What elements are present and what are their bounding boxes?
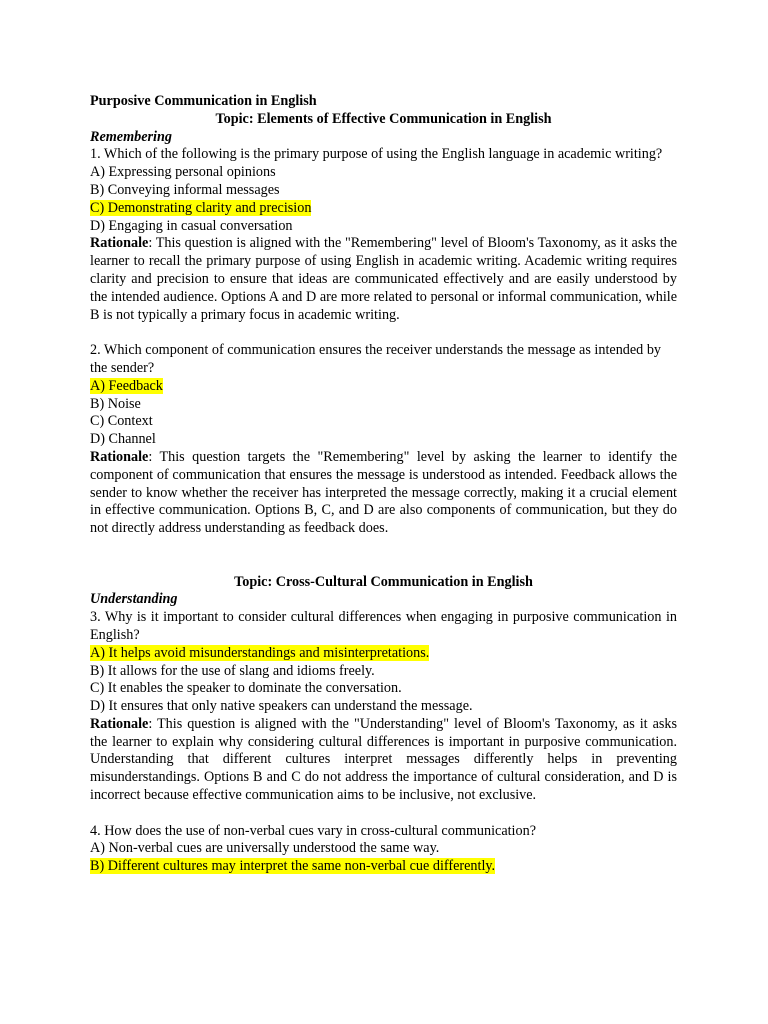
q2-option-c: C) Context — [90, 413, 153, 430]
rationale-label: Rationale — [90, 235, 149, 252]
question-1: 1. Which of the following is the primary purpose of using the English language in academic writing? — [90, 146, 663, 163]
q1-option-c-answer: C) Demonstrating clarity and precision — [90, 199, 312, 216]
rationale-text: : This question targets the "Remembering" level by asking the learner to identify the component of communication that ensures the message is understood as intended. Feedback allows the sender to know whether the receiver has interpreted the message correctly, making it a crucial element in effective communication. Options B, C, and D are also components of communication, but they do not directly address understanding as feedback does. — [90, 448, 677, 537]
level-heading-remembering: Remembering — [90, 128, 172, 145]
topic-heading-1: Topic: Elements of Effective Communication in English — [215, 110, 552, 127]
q1-rationale — [90, 235, 677, 324]
q2-option-b: B) Noise — [90, 395, 141, 412]
q2-option-a-answer: A) Feedback — [90, 377, 163, 394]
question-2: 2. Which component of communication ensures the receiver understands the message as intended by the sender? — [90, 342, 662, 376]
q3-option-a-answer: A) It helps avoid misunderstandings and misinterpretations. — [90, 644, 430, 661]
topic-heading-2: Topic: Cross-Cultural Communication in English — [234, 573, 533, 590]
q2-option-d: D) Channel — [90, 431, 156, 448]
q3-option-d: D) It ensures that only native speakers can understand the message. — [90, 698, 473, 715]
level-heading-understanding: Understanding — [90, 591, 178, 608]
rationale-label: Rationale — [90, 715, 149, 732]
document-page — [90, 93, 677, 876]
q2-rationale — [90, 449, 677, 538]
q3-option-b: B) It allows for the use of slang and idioms freely. — [90, 662, 375, 679]
q1-option-b: B) Conveying informal messages — [90, 181, 280, 198]
question-3: 3. Why is it important to consider cultural differences when engaging in purposive communication in English? — [90, 609, 677, 643]
q1-option-a: A) Expressing personal opinions — [90, 164, 276, 181]
q3-option-c: C) It enables the speaker to dominate the conversation. — [90, 680, 402, 697]
question-4: 4. How does the use of non-verbal cues vary in cross-cultural communication? — [90, 822, 536, 839]
document-title: Purposive Communication in English — [90, 93, 317, 109]
rationale-text: : This question is aligned with the "Understanding" level of Bloom's Taxonomy, as it asks the learner to explain why considering cultural differences is important in purposive communication. Understanding that different cultures interpret messages differently helps in preventing misunderstandings. Options B and C do not address the importance of cultural consideration, and D is incorrect because effective communication aims to be inclusive, not exclusive. — [90, 715, 677, 804]
q3-rationale — [90, 716, 677, 805]
rationale-label: Rationale — [90, 448, 149, 465]
rationale-text: : This question is aligned with the "Remembering" level of Bloom's Taxonomy, as it asks the learner to recall the primary purpose of using English in academic writing. Academic writing requires clarity and precision to ensure that ideas are communicated effectively and are easily understood by the intended audience. Options A and D are more related to personal or informal communication, while B is not typically a primary focus in academic writing. — [90, 235, 677, 323]
q4-option-a: A) Non-verbal cues are universally understood the same way. — [90, 840, 440, 857]
q4-option-b-answer: B) Different cultures may interpret the same non-verbal cue differently. — [90, 858, 496, 875]
q1-option-d: D) Engaging in casual conversation — [90, 217, 293, 234]
